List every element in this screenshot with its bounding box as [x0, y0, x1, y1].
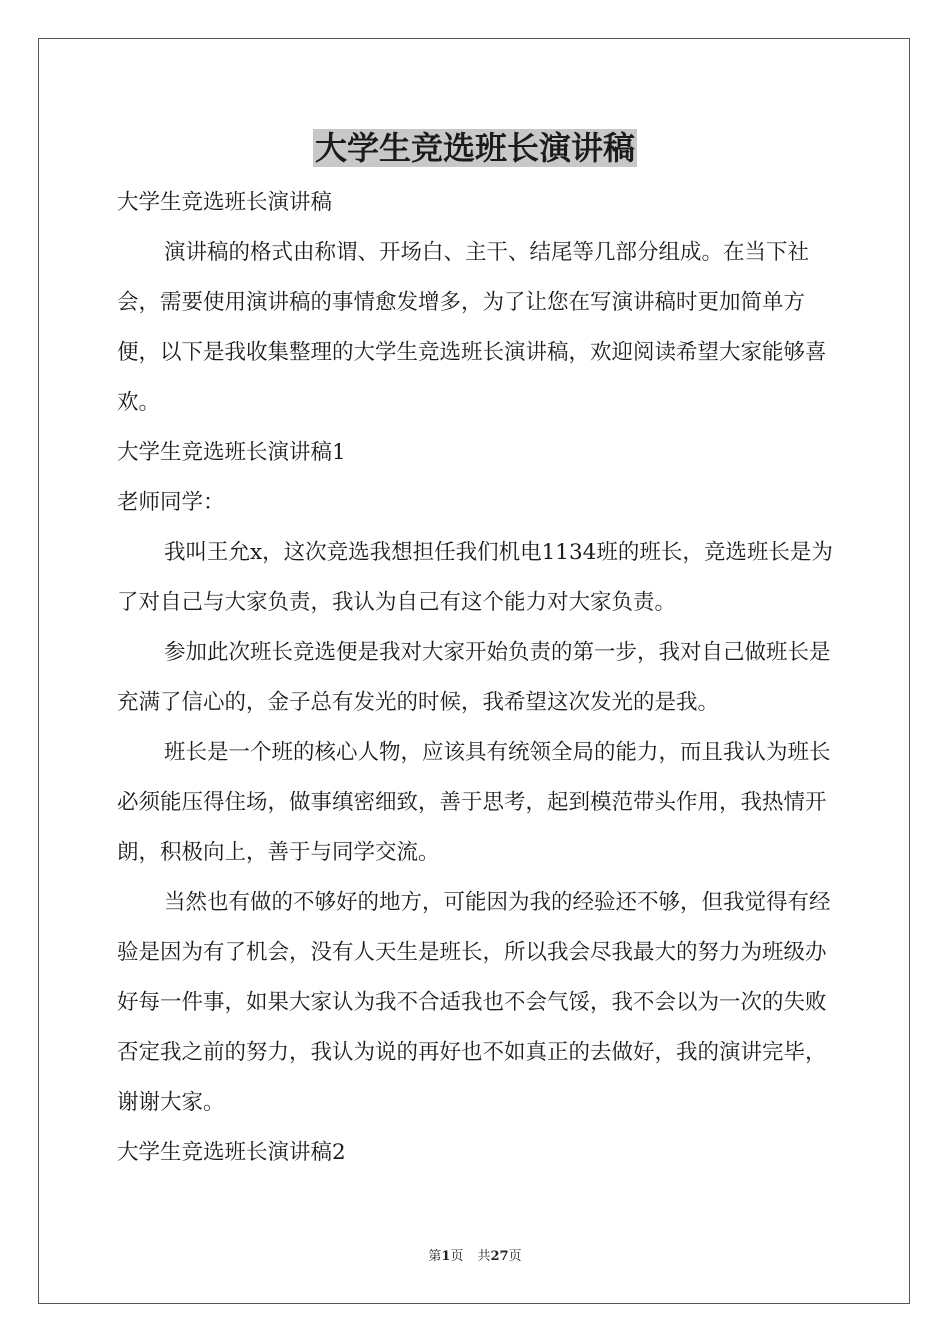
document-title: [0, 126, 950, 170]
page-prefix: 第: [428, 1249, 442, 1264]
paragraph: 我叫王允x，这次竞选我想担任我们机电1134班的班长，竞选班长是为了对自己与大家负责，我认为自己有这个能力对大家负责。: [117, 540, 833, 615]
paragraph: 班长是一个班的核心人物，应该具有统领全局的能力，而且我认为班长必须能压得住场，做事缜密细致，善于思考，起到模范带头作用，我热情开朗，积极向上，善于与同学交流。: [117, 740, 831, 865]
paragraph: 演讲稿的格式由称谓、开场白、主干、结尾等几部分组成。在当下社会，需要使用演讲稿的事情愈发增多，为了让您在写演讲稿时更加简单方便，以下是我收集整理的大学生竞选班长演讲稿，欢迎阅读希望大家能够喜欢。: [117, 240, 827, 415]
paragraph: 参加此次班长竞选便是我对大家开始负责的第一步，我对自己做班长是充满了信心的，金子总有发光的时候，我希望这次发光的是我。: [117, 640, 831, 715]
document-body: [117, 178, 837, 1178]
paragraph: 大学生竞选班长演讲稿: [117, 190, 333, 215]
document-title-text: 大学生竞选班长演讲稿: [314, 129, 635, 167]
total-suffix: 页: [508, 1249, 522, 1264]
section-heading: 大学生竞选班长演讲稿2: [117, 1140, 346, 1165]
paragraph: 当然也有做的不够好的地方，可能因为我的经验还不够，但我觉得有经验是因为有了机会，没有人天生是班长，所以我会尽我最大的努力为班级办好每一件事，如果大家认为我不合适我也不会气馁，我不会以为一次的失败否定我之前的努力，我认为说的再好也不如真正的去做好，我的演讲完毕，谢谢大家。: [117, 890, 831, 1115]
page-suffix: 页: [450, 1249, 464, 1264]
salutation: 老师同学：: [117, 490, 225, 515]
page-total: 27: [490, 1249, 509, 1264]
section-heading: 大学生竞选班长演讲稿1: [117, 440, 346, 465]
total-prefix: 共: [477, 1249, 491, 1264]
page-number: 1: [441, 1249, 451, 1264]
page-footer: [0, 1245, 950, 1264]
